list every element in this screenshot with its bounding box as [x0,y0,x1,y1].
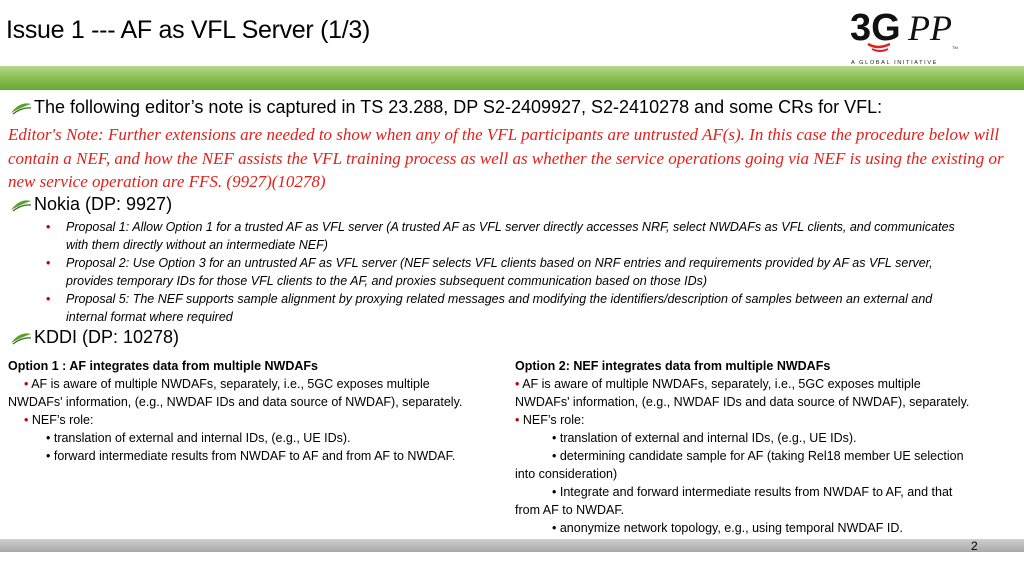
page-number: 2 [971,539,978,553]
slide-title: Issue 1 --- AF as VFL Server (1/3) [6,16,370,44]
intro-text: The following editor’s note is captured in TS 23.288, DP S2-2409927, S2-2410278 and some CRs for VFL: [34,97,883,117]
intro-line [10,97,882,118]
nokia-heading [10,194,172,215]
3gpp-logo [848,2,960,68]
proposal-item: • Proposal 2: Use Option 3 for an untrusted AF as VFL server (NEF selects VFL clients based on NRF entries and requirements provided by AF as VFL server, provides temporary IDs for those VFL clients to the AF, and proxies subsequent communication based on those IDs) [46,256,933,288]
option2-title: Option 2: NEF integrates data from multiple NWDAFs [515,359,831,373]
logo-tagline: A GLOBAL INITIATIVE [851,60,938,66]
header-bar [0,66,1024,90]
proposal-item: • Proposal 5: The NEF supports sample alignment by proxying related messages and modifying the identifiers/description of samples between an external and internal format where required [46,292,933,324]
option1-item: • AF is aware of multiple NWDAFs, separately, i.e., 5GC exposes multiple [24,377,430,391]
bullet-icon: • [515,377,520,391]
option1-subitem: • forward intermediate results from NWDAF to AF and from AF to NWDAF. [46,449,456,463]
svg-text:3G: 3G [850,7,901,49]
svg-text:PP: PP [908,8,952,48]
option2-text: from AF to NWDAF. [515,503,625,517]
bullet-icon: • [24,377,29,391]
leaf-bullet-icon [10,331,32,345]
option2-subitem: • determining candidate sample for AF (taking Rel18 member UE selection [552,449,964,463]
option2-column [515,357,1015,537]
nokia-proposals [44,218,1014,326]
bullet-icon: • [46,220,51,234]
option2-subitem: • anonymize network topology, e.g., using temporal NWDAF ID. [552,521,903,535]
option2-text: NWDAFs' information, (e.g., NWDAF IDs and data source of NWDAF), separately. [515,395,970,409]
kddi-heading-text: KDDI (DP: 10278) [34,327,180,347]
option1-title: Option 1 : AF integrates data from multiple NWDAFs [8,359,318,373]
option1-item: • NEF’s role: [24,413,94,427]
bullet-icon: • [46,292,51,306]
svg-text:TM: TM [952,45,958,50]
kddi-heading [10,327,179,348]
editors-note: Editor's Note: Further extensions are needed to show when any of the VFL participants are untrusted AF(s). In this case the procedure below will contain a NEF, and how the NEF assists the VFL training process as well as whether the service operations going via NEF is using the existing or new service operation are FFS. (9927)(10278) [8,125,1004,191]
option1-subitem: • translation of external and internal IDs, (e.g., UE IDs). [46,431,351,445]
bullet-icon: • [46,256,51,270]
bullet-icon: • [515,413,520,427]
option2-item: • NEF’s role: [515,413,585,427]
leaf-bullet-icon [10,198,32,212]
option2-subitem: • Integrate and forward intermediate results from NWDAF to AF, and that [552,485,953,499]
option2-item: • AF is aware of multiple NWDAFs, separately, i.e., 5GC exposes multiple [515,377,921,391]
option2-text: into consideration) [515,467,618,481]
option1-column [8,357,503,465]
option2-subitem: • translation of external and internal IDs, (e.g., UE IDs). [552,431,857,445]
footer-bar [0,539,1024,552]
option1-text: NWDAFs' information, (e.g., NWDAF IDs and data source of NWDAF), separately. [8,395,463,409]
leaf-bullet-icon [10,101,32,115]
nokia-heading-text: Nokia (DP: 9927) [34,194,173,214]
proposal-item: • Proposal 1: Allow Option 1 for a trusted AF as VFL server (A trusted AF as VFL server directly accesses NRF, select NWDAFs as VFL clients, and communicates with them directly without an intermediate NEF) [46,220,955,252]
bullet-icon: • [24,413,29,427]
